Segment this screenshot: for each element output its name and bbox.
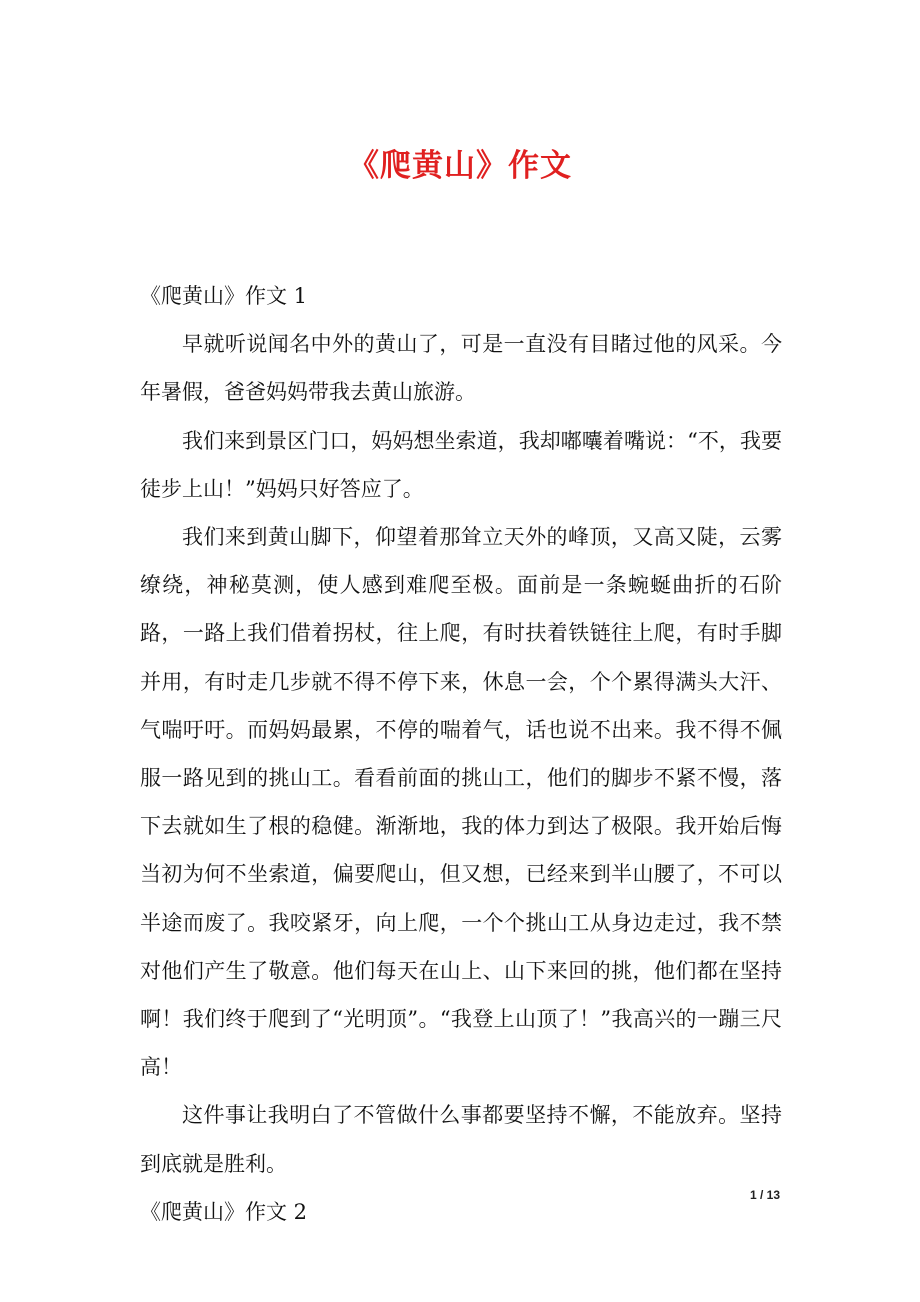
paragraph: 我们来到景区门口，妈妈想坐索道，我却嘟囔着嘴说：“不，我要徒步上山！”妈妈只好答应了。 <box>140 428 782 501</box>
paragraph: 我们来到黄山脚下，仰望着那耸立天外的峰顶，又高又陡，云雾缭绕，神秘莫测，使人感到难爬至极。面前是一条蜿蜒曲折的石阶路，一路上我们借着拐杖，往上爬，有时扶着铁链往上爬，有时手脚并用，有时走几步就不得不停下来，休息一会，个个累得满头大汗、气喘吁吁。而妈妈最累，不停的喘着气，话也说不出来。我不得不佩服一路见到的挑山工。看看前面的挑山工，他们的脚步不紧不慢，落下去就如生了根的稳健。渐渐地，我的体力到达了极限。我开始后悔当初为何不坐索道，偏要爬山，但又想，已经来到半山腰了，不可以半途而废了。我咬紧牙，向上爬，一个个挑山工从身边走过，我不禁对他们产生了敬意。他们每天在山上、山下来回的挑，他们都在坚持啊！我们终于爬到了“光明顶”。“我登上山顶了！”我高兴的一蹦三尺高！ <box>140 525 782 1080</box>
paragraph: 这件事让我明白了不管做什么事都要坚持不懈，不能放弃。坚持到底就是胜利。 <box>140 1103 782 1176</box>
document-title: 《爬黄山》作文 <box>348 148 572 184</box>
section-heading: 《爬黄山》作文 1 <box>140 284 308 308</box>
document-body <box>140 272 782 1236</box>
section-heading: 《爬黄山》作文 2 <box>140 1199 308 1224</box>
paragraph: 早就听说闻名中外的黄山了，可是一直没有目睹过他的风采。今年暑假，爸爸妈妈带我去黄山旅游。 <box>140 332 782 405</box>
page-number: 1 / 13 <box>749 1188 780 1202</box>
